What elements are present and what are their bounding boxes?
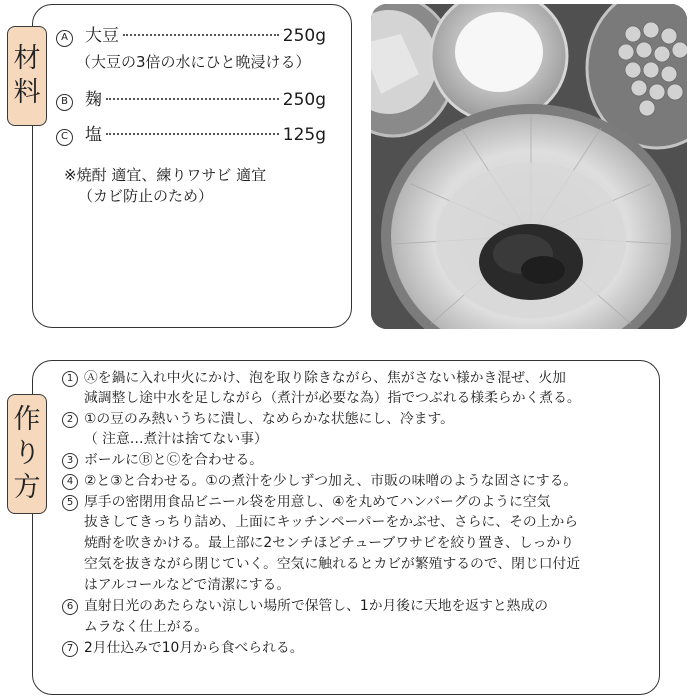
step-text: ボールにⒷとⒸを合わせる。 — [84, 452, 264, 468]
ingredient-amount: 250g — [282, 90, 326, 110]
ingredients-photo — [371, 4, 687, 329]
ingredient-name: 塩 — [85, 125, 102, 145]
step-number: 6 — [62, 599, 78, 615]
step-text: ①の豆のみ熱いうちに潰し、なめらかな状態にし、冷ます。 — [84, 411, 454, 427]
step-line — [62, 492, 550, 513]
ingredient-note: （大豆の3倍の水にひと晩浸ける） — [76, 53, 311, 71]
ingredient-amount: 250g — [282, 26, 326, 46]
step-line — [62, 596, 548, 617]
ingredients-tab-char: 料 — [13, 77, 41, 108]
step-line — [62, 450, 263, 471]
dotted-leader — [106, 133, 279, 135]
step-text: ②と③と合わせる。①の煮汁を少しずつ加え、市販の味噌のような固さにする。 — [84, 473, 578, 489]
ingredients-tab-char: 材 — [13, 43, 41, 75]
step-text: はアルコールなどで清潔にする。 — [84, 577, 291, 593]
dotted-leader — [123, 34, 279, 36]
ingredient-name: 大豆 — [85, 26, 119, 46]
step-line — [62, 554, 580, 575]
step-line — [62, 575, 290, 596]
ingredient-marker: B — [56, 94, 73, 111]
step-text: 直射日光のあたらない涼しい場所で保管し、1か月後に天地を返すと熟成の — [84, 598, 549, 614]
step-text: （ 注意…煮汁は捨てない事） — [84, 431, 268, 447]
step-number: 3 — [62, 453, 78, 469]
step-line — [62, 533, 574, 554]
step-text: 焼酎を吹きかける。最上部に2センチほどチューブワサビを絞り置き、しっかり — [84, 535, 575, 551]
step-text: 厚手の密閉用食品ビニール袋を用意し、④を丸めてハンバーグのように空気 — [84, 494, 551, 510]
ingredient-row — [56, 90, 326, 112]
step-text: 減調整し途中水を足しながら（煮汁が必要な為）指でつぶれる様柔らかく煮る。 — [84, 390, 581, 406]
step-number: 1 — [62, 371, 78, 387]
step-number: 2 — [62, 412, 78, 428]
dotted-leader — [106, 98, 279, 100]
ingredient-row — [56, 125, 326, 147]
ingredient-marker: C — [56, 129, 73, 146]
step-line — [62, 429, 268, 450]
ingredients-tab-label — [7, 26, 47, 126]
steps-tab-label — [7, 394, 47, 514]
step-line — [62, 471, 577, 492]
ingredient-marker: A — [56, 30, 73, 47]
ingredient-amount: 125g — [282, 125, 326, 145]
step-text: Ⓐを鍋に入れ中火にかけ、泡を取り除きながら、焦がさない様かき混ぜ、火加 — [84, 370, 566, 386]
step-line — [62, 368, 566, 389]
step-line — [62, 388, 581, 409]
step-number: 5 — [62, 495, 78, 511]
extra-note: ※焼酎 適宜、練りワサビ 適宜 — [64, 166, 267, 184]
step-number: 7 — [62, 641, 78, 657]
steps-tab-char: 作 — [13, 404, 41, 436]
step-text: 2月仕込みで10月から食べられる。 — [84, 640, 304, 656]
step-number: 4 — [62, 474, 78, 490]
step-text: 空気を抜きながら閉じていく。空気に触れるとカビが繁殖するので、閉じ口付近 — [84, 556, 581, 572]
step-text: 抜きしてきっちり詰め、上面にキッチンペーパーをかぶせ、さらに、その上から — [84, 514, 579, 530]
step-line — [62, 409, 454, 430]
step-line — [62, 638, 304, 659]
extra-note: （カビ防止のため） — [78, 187, 214, 205]
ingredient-row — [56, 26, 326, 48]
steps-tab-char: り — [13, 438, 41, 470]
step-line — [62, 512, 578, 533]
steps-tab-char: 方 — [13, 471, 41, 503]
step-line — [62, 617, 208, 638]
ingredient-name: 麹 — [85, 90, 102, 110]
step-text: ムラなく仕上がる。 — [84, 619, 209, 635]
